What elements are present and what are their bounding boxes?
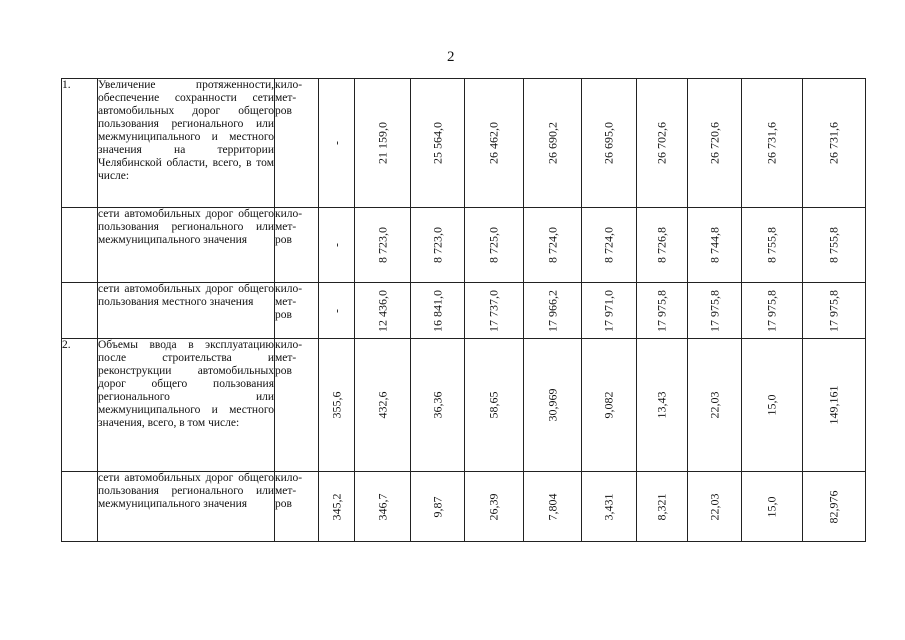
value-cell [355,339,411,472]
value-cell [803,283,866,339]
value-cell [524,208,582,283]
unit-text: кило- мет- ров [275,79,303,117]
value-text: 17 971,0 [601,289,616,332]
row-number [62,472,98,542]
value-cell [524,339,582,472]
value-cell [803,79,866,208]
value-text: 22,03 [707,493,721,520]
value-cell [688,283,742,339]
value-cell [637,339,688,472]
value-cell [465,339,524,472]
value-cell [411,339,465,472]
value-text: 9,082 [601,391,616,419]
value-cell [582,339,637,472]
value-text: 58,65 [486,391,501,419]
table-row [62,283,866,339]
value-text: 26 720,6 [707,122,721,164]
value-cell [355,472,411,542]
value-cell [524,79,582,208]
indicator-name: Объемы ввода в эксплуатацию после строительства и реконструкции автомобильных дорог общего пользования регионального или межмуниципального и местного значения, всего, в том числе: [98,339,275,472]
value-text: 149,161 [826,385,841,425]
value-cell [411,472,465,542]
value-cell [688,472,742,542]
value-cell [637,208,688,283]
value-text: 30,969 [545,388,559,422]
value-text: 26 462,0 [486,122,501,164]
value-text: - [329,141,343,145]
value-text: 8 755,8 [826,227,841,263]
value-text: 26 731,6 [826,122,841,164]
value-cell [355,208,411,283]
value-text: 3,431 [601,493,616,520]
row-number [62,208,98,283]
value-text: 8 723,0 [375,227,389,263]
unit-cell [275,339,319,472]
value-text: 15,0 [764,394,779,416]
value-text: 17 975,8 [707,289,721,332]
value-cell [582,208,637,283]
value-text: 17 975,8 [654,289,669,332]
value-text: 8,321 [654,493,669,520]
value-cell [411,208,465,283]
value-cell [688,79,742,208]
page-number: 2 [447,49,455,65]
value-cell [524,472,582,542]
unit-text: кило- мет- ров [275,208,303,246]
value-text: 36,36 [430,391,444,419]
value-cell [688,208,742,283]
indicator-name: Увеличение протяженности, обеспечение сохранности сети автомобильных дорог общего пользования регионального или межмуниципального и местного значения на территории Челябинской области, всего, в том числе: [98,79,275,208]
value-text: 13,43 [654,391,669,419]
indicators-table [61,78,866,542]
row-number: 2. [62,339,98,472]
value-text: 17 966,2 [545,289,559,332]
unit-text: кило- мет- ров [275,283,303,321]
indicator-name: сети автомобильных дорог общего пользования местного значения [98,283,275,339]
value-cell [637,79,688,208]
value-cell [742,339,803,472]
value-text: 8 726,8 [654,227,669,263]
row-number [62,283,98,339]
value-text: 26 690,2 [545,122,559,164]
value-cell [688,339,742,472]
value-text: 22,03 [707,391,721,419]
table-row [62,472,866,542]
indicator-name: сети автомобильных дорог общего пользования регионального или межмуниципального значения [98,208,275,283]
value-cell [465,79,524,208]
value-cell [637,472,688,542]
value-text: 25 564,0 [430,122,444,164]
value-text: 8 724,0 [601,227,616,263]
unit-cell [275,208,319,283]
value-text: 82,976 [826,490,841,523]
value-text: 12 436,0 [375,289,389,332]
value-text: - [329,308,343,313]
value-cell [742,283,803,339]
value-cell [742,472,803,542]
unit-text: кило- мет- ров [275,339,303,377]
table-row [62,208,866,283]
value-cell [319,339,355,472]
value-text: 26 695,0 [601,122,616,164]
value-text: - [329,243,343,247]
value-cell [319,472,355,542]
value-cell [319,79,355,208]
value-cell [465,472,524,542]
value-text: 21 159,0 [375,122,389,164]
value-text: 432,6 [375,391,389,419]
value-cell [319,283,355,339]
value-cell [582,283,637,339]
row-number: 1. [62,79,98,208]
value-cell [465,283,524,339]
value-text: 8 723,0 [430,227,444,263]
value-cell [355,283,411,339]
table-row [62,79,866,208]
value-cell [582,472,637,542]
value-cell [524,283,582,339]
value-text: 9,87 [430,496,444,517]
indicator-name: сети автомобильных дорог общего пользования регионального или межмуниципального значения [98,472,275,542]
value-text: 17 975,8 [826,289,841,332]
value-text: 15,0 [764,496,779,517]
value-text: 8 725,0 [486,227,501,263]
value-cell [465,208,524,283]
value-text: 355,6 [329,391,343,419]
value-cell [742,208,803,283]
value-text: 17 737,0 [486,289,501,332]
value-cell [742,79,803,208]
value-cell [411,283,465,339]
value-cell [319,208,355,283]
unit-cell [275,79,319,208]
value-text: 26 731,6 [764,122,779,164]
value-text: 26,39 [486,493,501,520]
value-cell [637,283,688,339]
value-cell [355,79,411,208]
value-text: 7,804 [545,493,559,520]
value-text: 346,7 [375,493,389,520]
unit-text: кило- мет- ров [275,472,303,510]
table-row [62,339,866,472]
unit-cell [275,283,319,339]
value-text: 8 724,0 [545,227,559,263]
value-cell [411,79,465,208]
value-cell [803,208,866,283]
value-text: 8 744,8 [707,227,721,263]
value-text: 26 702,6 [654,122,669,164]
value-text: 8 755,8 [764,227,779,263]
value-cell [582,79,637,208]
value-text: 17 975,8 [764,289,779,332]
value-text: 16 841,0 [430,289,444,332]
unit-cell [275,472,319,542]
value-cell [803,339,866,472]
value-cell [803,472,866,542]
value-text: 345,2 [329,493,343,520]
